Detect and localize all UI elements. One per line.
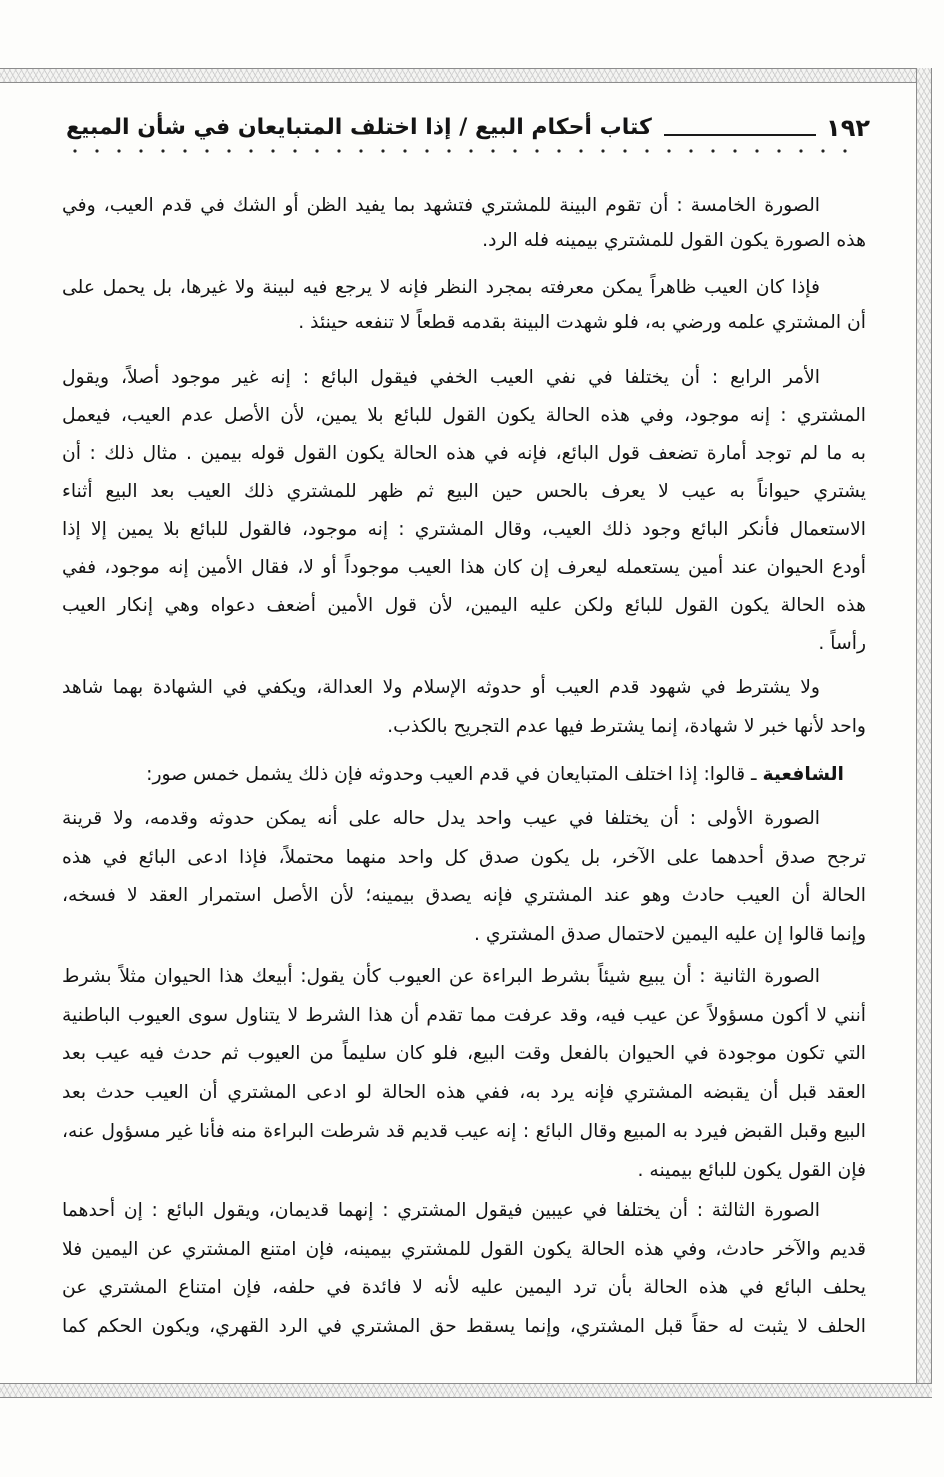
text-line: وإنما قالوا إن عليه اليمين لاحتمال صدق المشتري . [474, 924, 866, 946]
running-title: كتاب أحكام البيع / إذا اختلف المتبايعان في شأن المبيع [66, 115, 652, 140]
paragraph-form-1 [62, 800, 866, 955]
intro-text: ـ قالوا: إذا اختلف المتبايعان في قدم العيب وحدوثه فإن ذلك يشمل خمس صور: [146, 764, 763, 785]
paragraph-form-3 [62, 1192, 866, 1347]
paragraph-form-2 [62, 958, 866, 1190]
text-line: الاستعمال فأنكر البائع وجود ذلك العيب، وقال المشتري : إنه موجود، فالقول للبائع بلا يمين إلا إذا [62, 519, 866, 540]
text-line: الصورة الخامسة : أن تقوم البينة للمشتري فتشهد بما يفيد الظن أو الشك في قدم العيب، وفي [62, 195, 820, 216]
header-rule [664, 134, 816, 136]
text-line: يحلف البائع في هذه الحالة بأن ترد اليمين عليه لأنه لا فائدة في حلفه، فإن امتناع المشتري عن [62, 1277, 866, 1299]
ornamental-border-right [916, 68, 932, 1398]
text-line: ولا يشترط في شهود قدم العيب أو حدوثه الإسلام ولا العدالة، ويكفي في الشهادة بهما شاهد [62, 677, 820, 698]
text-line: الصورة الثالثة : أن يختلفا في عيبين فيقول المشتري : إنهما قديمان، ويقول البائع : إن أحدهما [62, 1200, 820, 1221]
text-line: يشتري حيواناً به عيب لا يعرف بالحس حين البيع ثم ظهر للمشتري ذلك العيب بعد البيع أثناء [62, 481, 866, 502]
text-line [62, 756, 866, 794]
text-line: التي تكون موجودة في الحيوان بالفعل وقت البيع، فلو كان سليماً من العيوب ثم حدث فيه عيب بعد [62, 1043, 866, 1065]
text-line: هذه الحالة يكون القول للبائع ولكن عليه اليمين، لأن قول الأمين أضعف دعواه وهي إنكار العيب [62, 595, 866, 616]
text-line: فإن القول يكون للبائع بيمينه . [637, 1159, 866, 1181]
text-line: قديم والآخر حادث، وفي هذه الحالة يكون القول للمشتري بيمينه، فإن امتنع المشتري عن اليمين فلا [62, 1238, 866, 1260]
text-line: أن المشتري علمه ورضي به، فلو شهدت البينة بقدمه قطعاً لا تنفعه حينئذ . [298, 312, 866, 333]
page-number: ١٩٢ [826, 114, 870, 142]
text-line: العقد قبل أن يقبضه المشتري فإنه يرد به، ففي هذه الحالة لو ادعى المشتري أن العيب حدث بعد [62, 1082, 866, 1104]
paragraph-apparent-defect [62, 270, 866, 340]
text-line: الحلف لا يثبت له حقاً قبل المشتري، وإنما يسقط حق المشتري في الرد القهري، ويكون الحكم كما [62, 1316, 866, 1338]
dotted-separator [64, 148, 864, 154]
text-line: أودع الحيوان عند أمين يستعمله ليعرف إن كان هذا العيب موجوداً أو لا، فقال الأمين إنه موجود، ففي [62, 557, 866, 578]
text-line: المشتري : إنه موجود، وفي هذه الحالة يكون القول للبائع بلا يمين، لأن الأصل عدم العيب، فيعمل [62, 405, 866, 426]
paragraph-form-5 [62, 188, 866, 258]
text-line: الأمر الرابع : أن يختلفا في نفي العيب الخفي فيقول البائع : إنه غير موجود أصلاً، ويقول [62, 367, 820, 388]
paragraph-fourth-matter [62, 359, 866, 663]
text-line: واحد لأنها خبر لا شهادة، إنما يشترط فيها عدم التجريح بالكذب. [387, 715, 866, 737]
text-line: أنني لا أكون مسؤولاً عن عيب فيه، وقد عرفت مما تقدم أن هذا الشرط لا يتناول سوى العيوب الباطنية [62, 1004, 866, 1026]
paragraph-shafii-intro [62, 756, 866, 794]
text-line: الصورة الأولى : أن يختلفا في عيب واحد يدل حاله على أنه يمكن حدوثه وقدمه، ولا قرينة [62, 808, 820, 829]
text-line: هذه الصورة يكون القول للمشتري بيمينه فله الرد. [482, 230, 866, 251]
text-line: الصورة الثانية : أن يبيع شيئاً بشرط البراءة عن العيوب كأن يقول: أبيعك هذا الحيوان مثلاً بشرط [62, 966, 820, 987]
text-line: البيع وقبل القبض فيرد به المبيع وقال البائع : إنه عيب قديم قد شرطت البراءة منه فأنا غير مسؤول عنه، [62, 1120, 866, 1142]
running-header [66, 108, 870, 146]
text-line: رأساً . [818, 633, 866, 654]
text-line: به ما لم توجد أمارة تضعف قول البائع، فإنه في هذه الحالة يكون القول قوله بيمين . مثال ذلك : أن [62, 443, 866, 464]
text-line: فإذا كان العيب ظاهراً يمكن معرفته بمجرد النظر فإنه لا يرجع فيه لبينة ولا غيرها، بل يحمل على [62, 277, 820, 298]
school-name: الشافعية [762, 764, 844, 785]
ornamental-border-bottom [0, 1383, 932, 1398]
text-line: ترجح صدق أحدهما على الآخر، بل يكون صدق كل واحد منهما محتملاً، فإذا ادعى البائع في هذه [62, 846, 866, 868]
ornamental-border-top [0, 68, 932, 83]
text-line: الحالة أن العيب حادث وهو عند المشتري فإنه يصدق بيمينه؛ لأن الأصل استمرار العقد لا فسخه، [62, 885, 866, 907]
paragraph-witnesses [62, 669, 866, 746]
